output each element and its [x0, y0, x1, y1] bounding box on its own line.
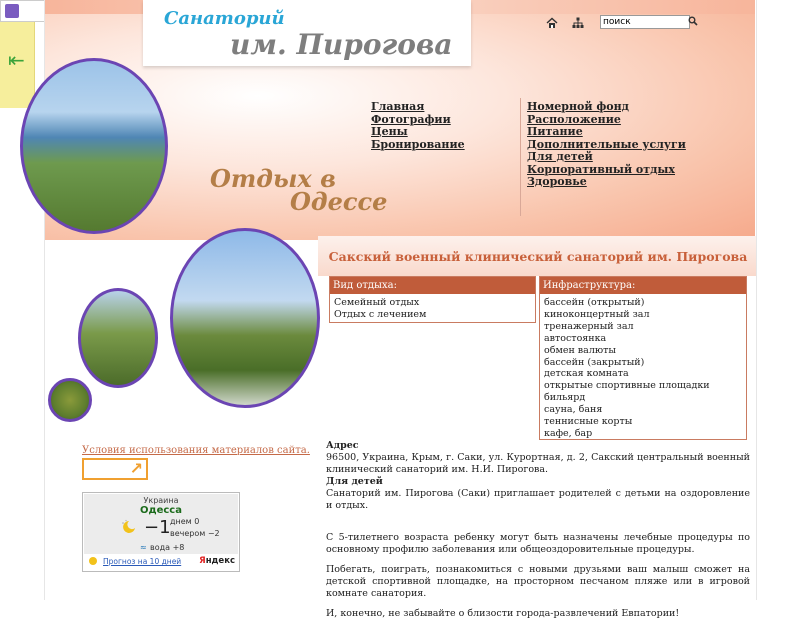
weather-evening: вечером −2	[170, 529, 220, 538]
back-arrow-icon[interactable]: ⇤	[8, 48, 25, 72]
list-item: теннисные корты	[544, 416, 633, 428]
nav-link-meals[interactable]: Питание	[527, 125, 583, 138]
weather-region: Украина	[143, 496, 179, 505]
list-item: сауна, баня	[544, 404, 603, 416]
forecast-link[interactable]: Прогноз на 10 дней	[103, 557, 182, 566]
paragraph: С 5-тилетнего возраста ребенку могут быть назначены лечебные процедуры по основному профилю заболевания или общеоздоровительные процедуры.	[326, 532, 750, 555]
photo-alley	[78, 288, 158, 388]
main-nav-right	[527, 101, 686, 189]
nav-link-health[interactable]: Здоровье	[527, 175, 587, 188]
infrastructure-header: Инфраструктура:	[540, 277, 746, 294]
nav-divider	[520, 98, 521, 216]
home-icon[interactable]	[546, 17, 558, 29]
nav-link-kids[interactable]: Для детей	[527, 150, 593, 163]
nav-link-home[interactable]: Главная	[371, 100, 425, 113]
page-title: Сакский военный клинический санаторий им. Пирогова	[328, 249, 748, 264]
list-item: Отдых с лечением	[334, 308, 427, 320]
nav-link-rooms[interactable]: Номерной фонд	[527, 100, 629, 113]
logo-line2[interactable]: им. Пирогова	[230, 28, 453, 61]
weather-water: вода +8	[150, 543, 185, 552]
logo-line1[interactable]: Санаторий	[164, 8, 285, 29]
forecast-icon	[88, 556, 98, 566]
terms-banner[interactable]	[82, 458, 148, 480]
kids-heading: Для детей	[326, 476, 383, 487]
list-item: Семейный отдых	[334, 297, 420, 308]
list-item: детская комната	[544, 368, 629, 380]
nav-link-location[interactable]: Расположение	[527, 112, 621, 126]
list-item: бильярд	[544, 392, 586, 404]
search-input[interactable]	[600, 15, 690, 29]
rest-type-header: Вид отдыха:	[330, 277, 535, 294]
photo-coast	[20, 58, 168, 234]
water-icon: ≈	[140, 543, 147, 552]
photo-park	[170, 228, 320, 408]
page-right-border	[756, 0, 757, 600]
nav-link-booking[interactable]: Бронирование	[371, 137, 465, 151]
arrow-up-right-icon: ↗	[129, 459, 143, 478]
weather-widget[interactable]	[82, 492, 240, 572]
address-heading: Адрес	[326, 440, 359, 451]
address-text: 96500, Украина, Крым, г. Саки, ул. Курортная, д. 2, Сакский центральный военный клинический санаторий им. Н.И. Пирогова.	[326, 452, 750, 475]
nav-link-extra-services[interactable]: Дополнительные услуги	[527, 137, 686, 151]
photo-flowers	[48, 378, 92, 422]
weather-panel	[84, 494, 238, 554]
slogan-line2: Одессе	[290, 187, 388, 216]
paragraph: И, конечно, не забывайте о близости города-развлечений Евпатории!	[326, 608, 680, 619]
sitemap-icon[interactable]	[572, 17, 584, 29]
list-item: открытые спортивные площадки	[544, 380, 710, 392]
weather-day: днем 0	[170, 517, 200, 526]
yandex-logo-rest: ндекс	[205, 556, 235, 566]
moon-cloud-icon	[120, 519, 140, 535]
kids-intro: Санаторий им. Пирогова (Саки) приглашает родителей с детьми на оздоровление и отдых.	[326, 488, 750, 511]
yandex-logo-y: Я	[199, 556, 206, 566]
rest-type-box	[329, 276, 536, 323]
terms-of-use-link[interactable]: Условия использования материалов сайта.	[82, 445, 310, 456]
search-icon[interactable]	[688, 16, 698, 26]
list-item: обмен валюты	[544, 344, 616, 356]
addon-icon[interactable]	[5, 4, 19, 18]
slogan-line1: Отдых в	[210, 164, 336, 193]
nav-link-prices[interactable]: Цены	[371, 125, 408, 138]
weather-city[interactable]: Одесса	[140, 505, 182, 516]
list-item: бассейн (закрытый)	[544, 356, 645, 368]
list-item: киноконцертный зал	[544, 308, 650, 320]
yandex-logo[interactable]	[199, 556, 235, 566]
side-panel-tab[interactable]	[0, 22, 35, 108]
infrastructure-box	[539, 276, 747, 440]
nav-link-corporate[interactable]: Корпоративный отдых	[527, 162, 675, 176]
nav-link-photos[interactable]: Фотографии	[371, 112, 451, 126]
list-item: бассейн (открытый)	[544, 297, 645, 308]
list-item: автостоянка	[544, 332, 607, 344]
main-nav-left	[371, 101, 465, 151]
list-item: кафе, бар	[544, 427, 593, 439]
weather-temp: −1	[144, 517, 171, 538]
list-item: тренажерный зал	[544, 320, 634, 332]
paragraph: Побегать, поиграть, познакомиться с новыми друзьями ваш малыш сможет на детской спортивной площадке, на просторном песчаном пляже или в игровой комнате санатория.	[326, 564, 750, 599]
